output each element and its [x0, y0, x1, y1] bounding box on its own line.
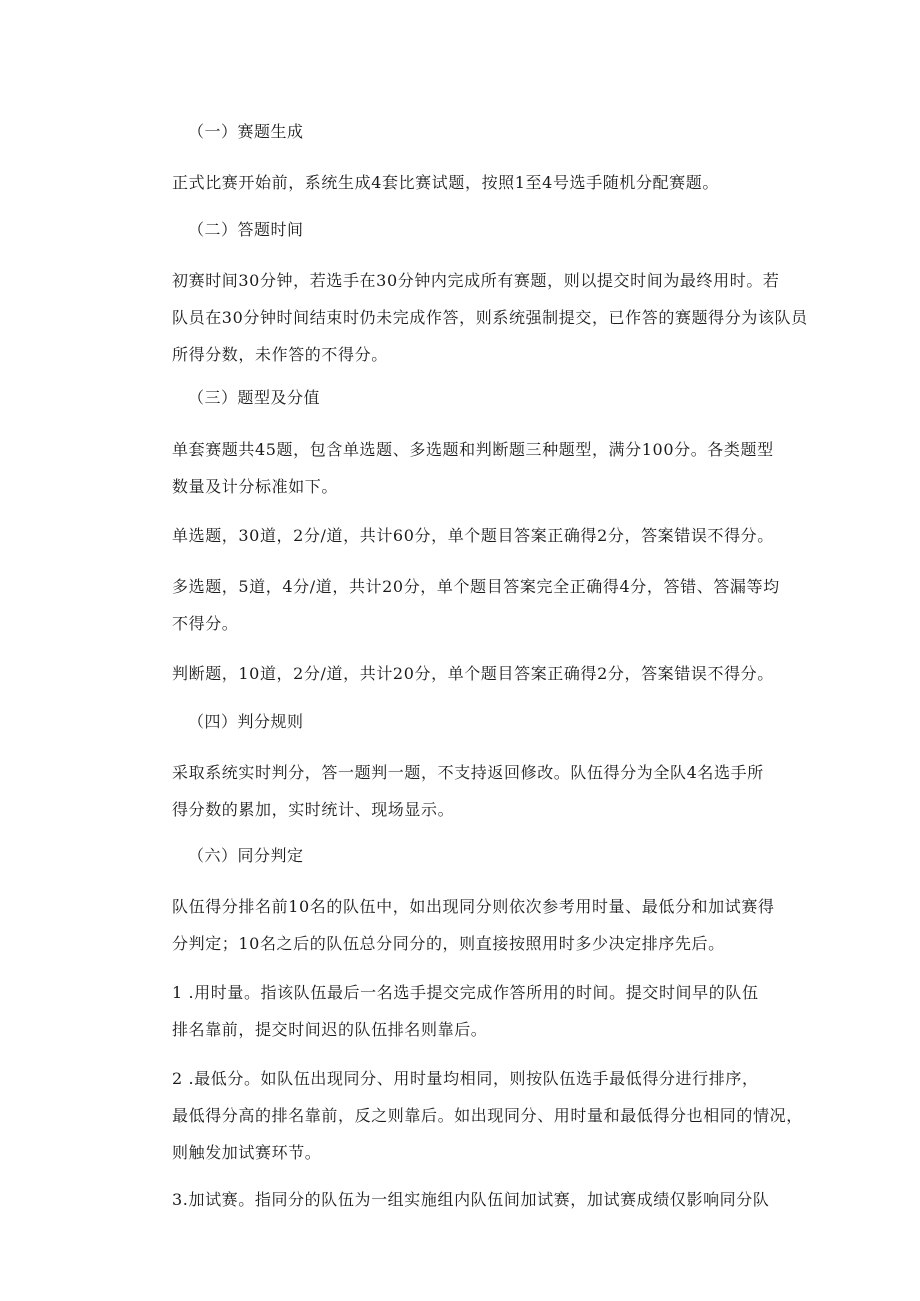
text-line: 队员在30分钟时间结束时仍未完成作答，则系统强制提交，已作答的赛题得分为该队员: [172, 308, 808, 327]
text-line: 2 .最低分。如队伍出现同分、用时量均相同，则按队伍选手最低得分进行排序，: [172, 1069, 759, 1088]
paragraph: [172, 1060, 803, 1171]
text-line: 所得分数，未作答的不得分。: [172, 345, 388, 364]
paragraph: [172, 568, 788, 642]
text-line: 采取系统实时判分，答一题判一题，不支持返回修改。队伍得分为全队4名选手所: [172, 763, 764, 782]
text-line: 3.加试赛。指同分的队伍为一组实施组内队伍间加试赛，加试赛成绩仅影响同分队: [172, 1190, 770, 1209]
text-line: 队伍得分排名前10名的队伍中，如出现同分则依次参考用时量、最低分和加试赛得: [172, 897, 775, 916]
text-line: 分判定；10名之后的队伍总分同分的，则直接按照用时多少决定排序先后。: [172, 934, 725, 953]
paragraph: [172, 1181, 788, 1218]
paragraph: [172, 974, 788, 1048]
section-heading: （二）答题时间: [188, 220, 304, 239]
paragraph: [172, 754, 788, 828]
paragraph: [172, 431, 788, 505]
paragraph: [172, 517, 788, 554]
section-heading: （六）同分判定: [188, 846, 304, 865]
section-heading: （三）题型及分值: [188, 388, 321, 407]
paragraph: [172, 262, 808, 373]
text-line: 单选题，30道，2分/道，共计60分，单个题目答案正确得2分，答案错误不得分。: [172, 526, 774, 545]
section-heading: （四）判分规则: [188, 712, 304, 731]
text-line: 最低得分高的排名靠前，反之则靠后。如出现同分、用时量和最低得分也相同的情况，: [172, 1106, 803, 1125]
text-line: 数量及计分标准如下。: [172, 477, 339, 496]
paragraph: [172, 655, 788, 692]
text-line: 多选题，5道，4分/道，共计20分，单个题目答案完全正确得4分，答错、答漏等均: [172, 577, 780, 596]
text-line: 则触发加试赛环节。: [172, 1143, 322, 1162]
text-line: 不得分。: [172, 614, 239, 633]
text-line: 排名靠前，提交时间迟的队伍排名则靠后。: [172, 1020, 488, 1039]
text-line: 初赛时间30分钟，若选手在30分钟内完成所有赛题，则以提交时间为最终用时。若: [172, 271, 780, 290]
paragraph: [172, 888, 788, 962]
section-heading: （一）赛题生成: [188, 122, 304, 141]
text-line: 单套赛题共45题，包含单选题、多选题和判断题三种题型，满分100分。各类题型: [172, 440, 774, 459]
text-line: 1 .用时量。指该队伍最后一名选手提交完成作答所用的时间。提交时间早的队伍: [172, 983, 759, 1002]
text-line: 得分数的累加，实时统计、现场显示。: [172, 800, 455, 819]
text-line: 正式比赛开始前，系统生成4套比赛试题，按照1至4号选手随机分配赛题。: [172, 173, 719, 192]
paragraph: [172, 164, 788, 201]
text-line: 判断题，10道，2分/道，共计20分，单个题目答案正确得2分，答案错误不得分。: [172, 664, 774, 683]
